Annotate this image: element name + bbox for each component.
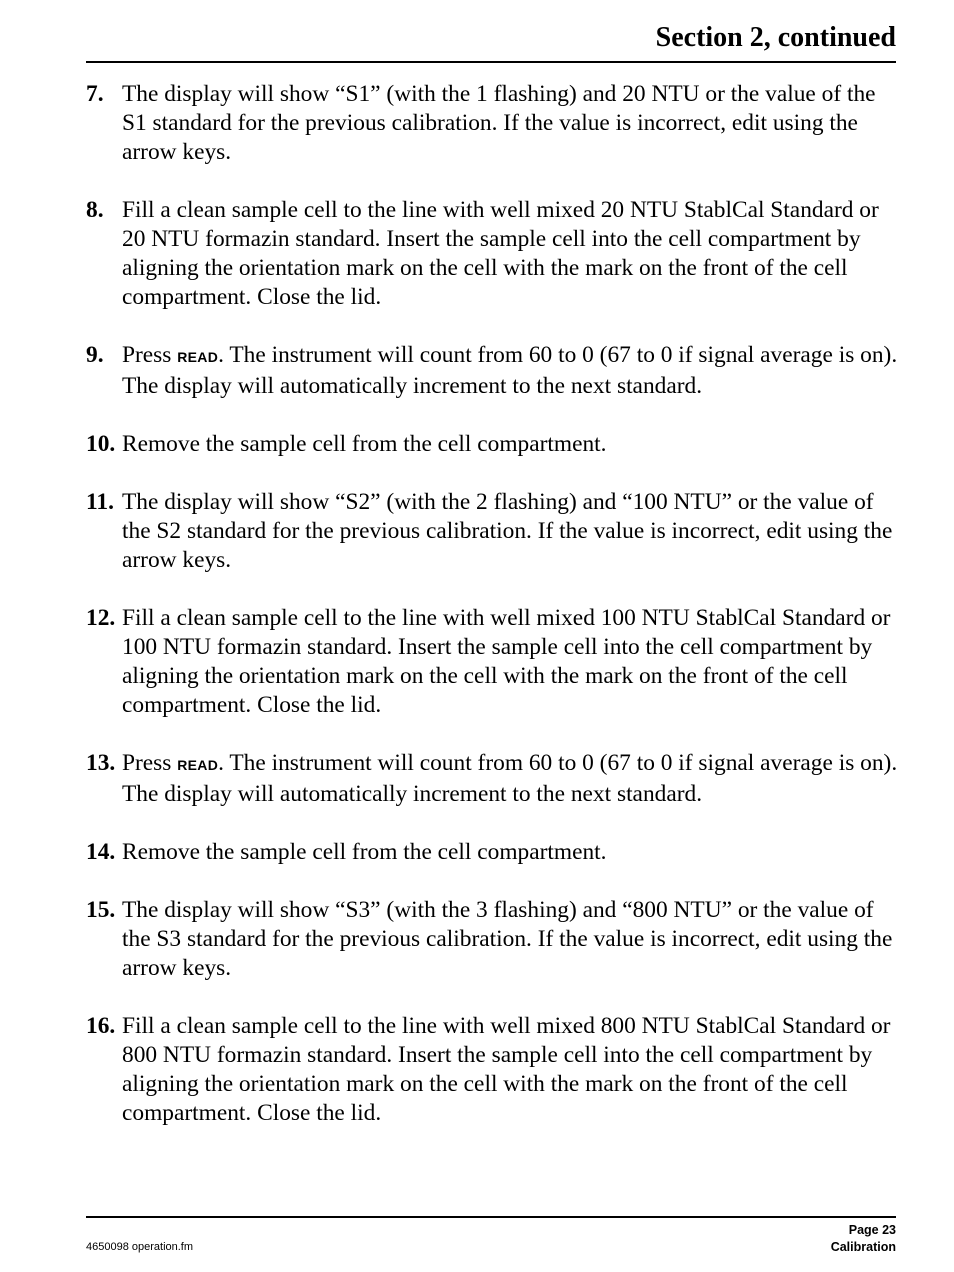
footer-section-name: Calibration	[830, 1240, 896, 1254]
step-number: 12.	[86, 605, 116, 631]
step-text: The display will show “S3” (with the 3 flashing) and “800 NTU” or the value of the S3 standard for the previous calibration. If the value is incorrect, edit using the arrow keys.	[122, 897, 893, 981]
page-number: Page 23	[848, 1223, 896, 1237]
step-9	[86, 341, 898, 401]
step-10	[86, 430, 898, 459]
step-number: 16.	[86, 1013, 116, 1039]
step-text	[122, 749, 898, 809]
step-8	[86, 196, 898, 312]
step-13	[86, 749, 898, 809]
footer-filename: 4650098 operation.fm	[86, 1241, 194, 1253]
step-text: Fill a clean sample cell to the line with well mixed 20 NTU StablCal Standard or 20 NTU formazin standard. Insert the sample cell into the cell compartment by aligning the orientation mark on the cell with the mark on the front of the cell compartment. Close the lid.	[122, 197, 879, 310]
step-number: 14.	[86, 839, 116, 865]
step-14	[86, 838, 898, 867]
step-text-pre: Press	[122, 342, 178, 368]
read-key-label: READ	[177, 349, 219, 365]
step-text-post: . The instrument will count from 60 to 0 (67 to 0 if signal average is on). The display will automatically increment to the next standard.	[122, 342, 898, 399]
header-divider	[86, 61, 896, 63]
procedure-steps-list	[86, 80, 898, 1157]
step-number: 13.	[86, 750, 116, 776]
read-key-label: READ	[177, 757, 219, 773]
step-16	[86, 1012, 898, 1128]
step-number: 10.	[86, 431, 116, 457]
step-text: The display will show “S2” (with the 2 flashing) and “100 NTU” or the value of the S2 standard for the previous calibration. If the value is incorrect, edit using the arrow keys.	[122, 489, 893, 573]
step-15	[86, 896, 898, 983]
footer-page-info	[831, 1222, 896, 1256]
step-text-pre: Press	[122, 750, 178, 776]
step-11	[86, 488, 898, 575]
step-number: 8.	[86, 197, 104, 223]
step-number: 9.	[86, 342, 104, 368]
step-number: 15.	[86, 897, 116, 923]
footer-divider	[86, 1216, 896, 1218]
step-12	[86, 604, 898, 720]
step-number: 11.	[86, 489, 114, 515]
section-title: Section 2, continued	[655, 22, 896, 53]
step-text: Remove the sample cell from the cell compartment.	[122, 839, 607, 865]
step-7	[86, 80, 898, 167]
step-number: 7.	[86, 81, 104, 107]
step-text-post: . The instrument will count from 60 to 0 (67 to 0 if signal average is on). The display will automatically increment to the next standard.	[122, 750, 898, 807]
step-text: Fill a clean sample cell to the line with well mixed 100 NTU StablCal Standard or 100 NTU formazin standard. Insert the sample cell into the cell compartment by aligning the orientation mark on the cell with the mark on the front of the cell compartment. Close the lid.	[122, 605, 891, 718]
step-text: The display will show “S1” (with the 1 flashing) and 20 NTU or the value of the S1 standard for the previous calibration. If the value is incorrect, edit using the arrow keys.	[122, 81, 876, 165]
step-text	[122, 341, 898, 401]
step-text: Fill a clean sample cell to the line with well mixed 800 NTU StablCal Standard or 800 NTU formazin standard. Insert the sample cell into the cell compartment by aligning the orientation mark on the cell with the mark on the front of the cell compartment. Close the lid.	[122, 1013, 891, 1126]
step-text: Remove the sample cell from the cell compartment.	[122, 431, 607, 457]
